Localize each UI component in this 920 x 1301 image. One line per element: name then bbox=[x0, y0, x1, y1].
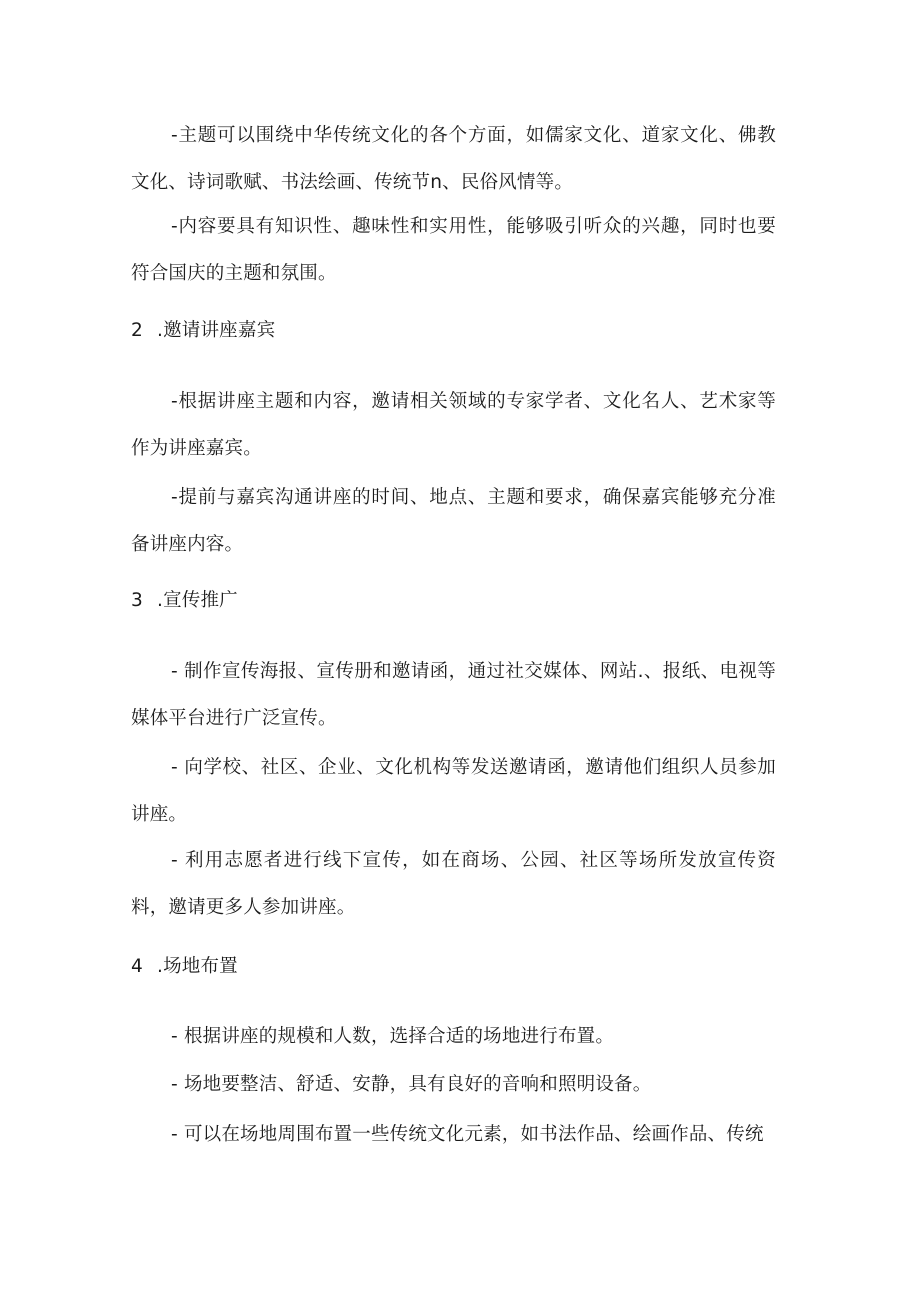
section-number: 3 bbox=[131, 590, 143, 611]
paragraph-content-requirements: -内容要具有知识性、趣味性和实用性，能够吸引听众的兴趣，同时也要符合国庆的主题和氛围。 bbox=[131, 216, 776, 284]
paragraph-communicate-guests: -提前与嘉宾沟通讲座的时间、地点、主题和要求，确保嘉宾能够充分准备讲座内容。 bbox=[131, 487, 776, 555]
paragraph-venue-decoration: - 可以在场地周围布置一些传统文化元素，如书法作品、绘画作品、传统 bbox=[171, 1124, 764, 1145]
section-heading-invite-guests bbox=[131, 316, 275, 346]
paragraph-venue-conditions: - 场地要整洁、舒适、安静，具有良好的音响和照明设备。 bbox=[171, 1074, 652, 1095]
paragraph-volunteer-promotion: - 利用志愿者进行线下宣传，如在商场、公园、社区等场所发放宣传资料，邀请更多人参加讲座。 bbox=[131, 850, 776, 918]
section-heading-venue-setup bbox=[131, 952, 238, 982]
paragraph-invite-experts: -根据讲座主题和内容，邀请相关领域的专家学者、文化名人、艺术家等作为讲座嘉宾。 bbox=[131, 391, 776, 459]
section-title: .宣传推广 bbox=[157, 590, 238, 611]
section-title: .邀请讲座嘉宾 bbox=[157, 320, 276, 341]
section-heading-promotion bbox=[131, 586, 238, 616]
paragraph-choose-venue: - 根据讲座的规模和人数，选择合适的场地进行布置。 bbox=[171, 1026, 615, 1047]
paragraph-send-invitations: - 向学校、社区、企业、文化机构等发送邀请函，邀请他们组织人员参加讲座。 bbox=[131, 757, 776, 825]
section-number: 2 bbox=[131, 320, 143, 341]
section-number: 4 bbox=[131, 956, 143, 977]
section-title: .场地布置 bbox=[157, 956, 238, 977]
paragraph-topic-scope: -主题可以围绕中华传统文化的各个方面，如儒家文化、道家文化、佛教文化、诗词歌赋、书法绘画、传统节n、民俗风情等。 bbox=[131, 125, 776, 193]
paragraph-promotion-materials: - 制作宣传海报、宣传册和邀请函，通过社交媒体、网站.、报纸、电视等媒体平台进行广泛宣传。 bbox=[131, 661, 776, 729]
